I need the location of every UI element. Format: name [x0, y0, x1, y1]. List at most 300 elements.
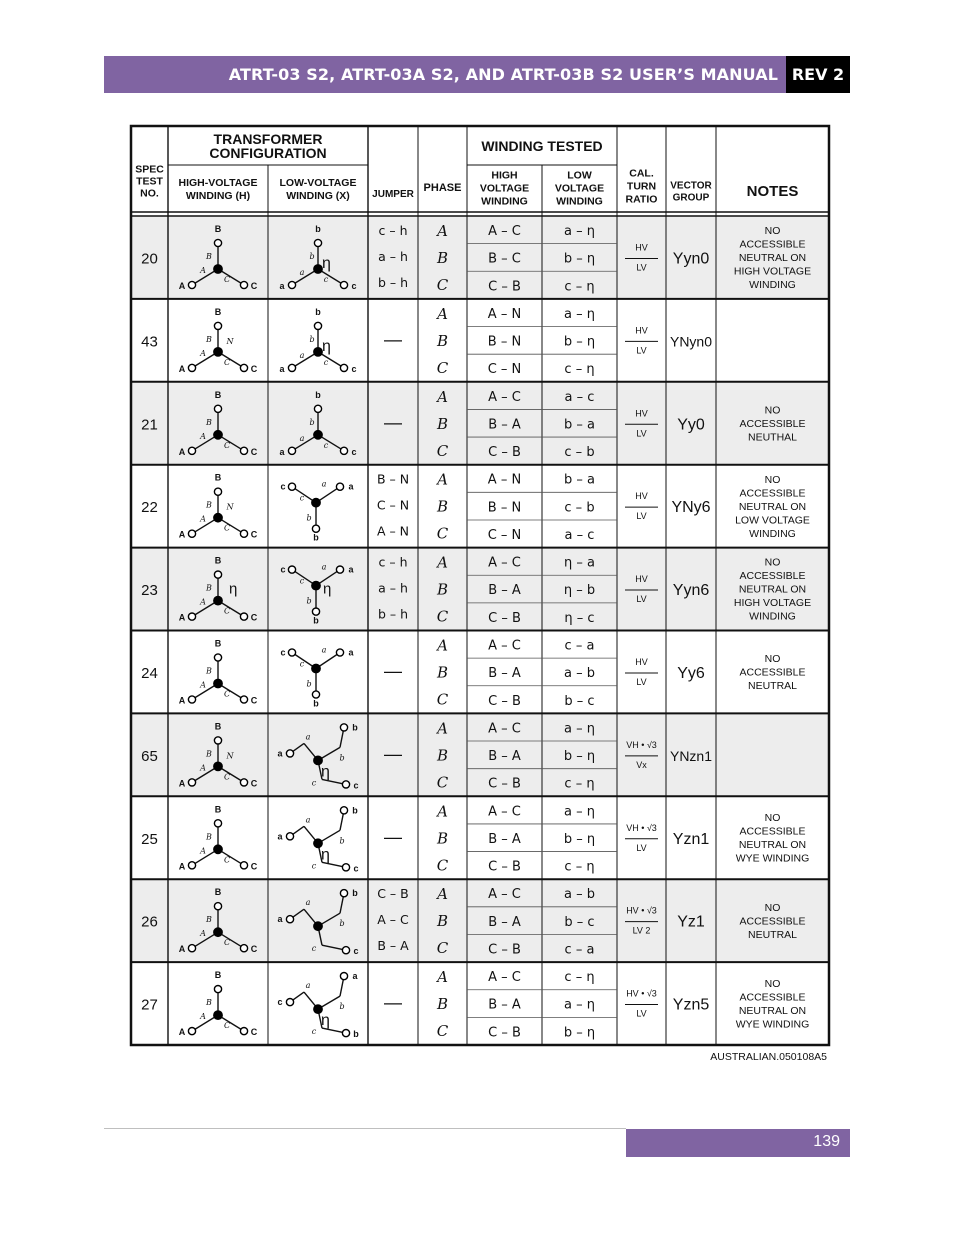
vector-group: Yyn6 [672, 582, 710, 600]
hv-terminal-b [214, 239, 221, 246]
lv-inner-a: a [321, 645, 327, 655]
hv-terminal-b [214, 488, 221, 495]
lv-inner-b: b [309, 252, 315, 261]
hv-inner-c: C [223, 523, 231, 533]
lv-label-a: a [279, 281, 285, 291]
notes-text: ACCESSIBLE [739, 666, 806, 679]
lv-winding-tested: a – η [564, 804, 595, 820]
hv-label-c: C [250, 446, 258, 457]
notes-text: ACCESSIBLE [739, 417, 806, 430]
hv-inner-a: A [200, 266, 206, 275]
lv-winding-tested: c – a [564, 638, 595, 654]
ratio-denominator: LV [636, 428, 647, 439]
lv-terminal-c [340, 281, 347, 288]
hv-label-c: C [250, 281, 258, 291]
hv-winding-tested: C – B [488, 859, 521, 875]
hv-inner-a: A [200, 514, 206, 524]
lv-label-a: a [348, 481, 354, 492]
lv-inner-a: a [305, 898, 311, 908]
ratio-denominator: LV [636, 511, 647, 522]
hv-terminal-a [188, 364, 195, 371]
spec-test-no: 25 [141, 830, 158, 848]
header-spec: SPEC [135, 163, 164, 176]
hv-label-b: B [214, 721, 222, 732]
phase-label: A [437, 719, 448, 738]
ratio-numerator: VH • √3 [626, 739, 657, 750]
hv-winding-tested: B – N [487, 500, 522, 516]
hv-winding-tested: A – C [488, 970, 521, 986]
lv-terminal-c [340, 447, 347, 454]
hv-terminal-b [214, 571, 221, 578]
header-vector-group: GROUP [672, 192, 710, 204]
hv-neutral-label: N [226, 751, 234, 761]
figure-reference: AUSTRALIAN.050108A5 [710, 1051, 827, 1063]
notes-text: NEUTHAL [747, 431, 798, 444]
phase-label: A [437, 222, 448, 240]
hv-winding-tested: C – N [487, 362, 522, 378]
notes-text: NO [764, 556, 781, 569]
jumper-connection: C – N [376, 497, 410, 513]
notes-text: NO [764, 901, 781, 914]
row-shade [131, 382, 829, 465]
jumper-none: — [384, 992, 402, 1013]
jumper-none: — [384, 412, 402, 433]
lv-neutral-eta: η [321, 763, 330, 781]
phase-label: C [436, 939, 449, 958]
lv-terminal [286, 750, 293, 757]
spec-test-no: 27 [141, 996, 158, 1014]
hv-winding-tested: A – C [488, 721, 521, 737]
hv-inner-c: C [223, 606, 231, 616]
lv-terminal [340, 890, 347, 897]
ratio-numerator: HV [635, 656, 648, 667]
hv-label-a: A [178, 861, 186, 872]
lv-neutral-point [314, 265, 322, 273]
header-high-voltage: HIGH [491, 169, 518, 182]
lv-terminal [342, 947, 349, 954]
hv-neutral-point [214, 348, 222, 356]
hv-neutral-label: N [226, 502, 234, 512]
hv-terminal-c [240, 779, 247, 786]
hv-winding-tested: A – C [488, 389, 521, 405]
hv-inner-b: B [206, 500, 212, 510]
hv-label-a: A [178, 363, 186, 374]
lv-inner-c: c [311, 861, 317, 871]
notes-text: ACCESSIBLE [739, 238, 806, 251]
lv-terminal [286, 833, 293, 840]
lv-zigzag-label: a [277, 914, 283, 925]
ratio-denominator: LV [636, 594, 647, 605]
lv-neutral-eta: η [321, 846, 330, 864]
lv-label-c: c [351, 446, 357, 457]
hv-inner-c: C [223, 772, 231, 782]
notes-text: WYE WINDING [735, 852, 810, 865]
lv-terminal [342, 864, 349, 871]
lv-winding-tested: c – a [564, 942, 595, 958]
hv-terminal-c [240, 281, 247, 288]
spec-test-no: 26 [141, 913, 158, 931]
lv-terminal-b [312, 525, 319, 532]
hv-label-a: A [178, 281, 186, 291]
hv-label-c: C [250, 695, 258, 706]
lv-neutral-eta: η [321, 1012, 330, 1030]
hv-inner-a: A [200, 431, 206, 441]
lv-winding-tested: b – c [564, 914, 595, 930]
notes-text: NO [764, 225, 781, 238]
header-high-voltage: WINDING [481, 195, 528, 208]
notes-text: WYE WINDING [735, 1018, 810, 1031]
hv-inner-b: B [206, 252, 212, 261]
hv-label-b: B [214, 224, 222, 234]
phase-label: C [436, 441, 449, 460]
lv-zigzag-label: b [353, 1029, 359, 1040]
row-shade [131, 216, 829, 299]
ratio-numerator: HV [635, 242, 648, 253]
lv-winding-tested: c – η [564, 859, 595, 875]
jumper-connection: a – h [378, 580, 408, 596]
ratio-denominator: LV [636, 842, 647, 853]
lv-neutral-eta: η [322, 337, 331, 355]
hv-inner-a: A [200, 763, 206, 773]
header-low-voltage: VOLTAGE [554, 182, 605, 195]
lv-inner-c: c [323, 440, 329, 450]
hv-winding-tested: B – N [487, 334, 522, 350]
lv-winding-tested: c – b [564, 445, 595, 461]
header-turn-ratio: CAL. [629, 167, 654, 180]
hv-label-c: C [250, 944, 258, 955]
jumper-none: — [384, 329, 402, 350]
hv-neutral-point [214, 845, 222, 853]
lv-terminal [342, 781, 349, 788]
lv-winding-tested: b – η [563, 749, 596, 765]
hv-winding-tested: A – C [488, 887, 521, 903]
lv-inner-c: c [299, 493, 305, 503]
lv-terminal-a [288, 364, 295, 371]
footer-rule [104, 1128, 626, 1129]
lv-winding-tested: a – c [564, 527, 595, 543]
lv-winding-tested: η – c [564, 610, 595, 626]
hv-terminal-b [214, 903, 221, 910]
spec-test-no: 20 [141, 250, 158, 268]
lv-zigzag-label: b [352, 722, 358, 733]
jumper-connection: a – h [378, 249, 408, 264]
hv-winding-tested: B – A [488, 831, 521, 847]
hv-inner-a: A [200, 1012, 206, 1022]
hv-inner-c: C [223, 689, 231, 699]
hv-label-c: C [250, 1027, 258, 1038]
lv-winding-tested: η – a [564, 555, 595, 571]
hv-inner-a: A [200, 597, 206, 607]
lv-inner-b: b [309, 417, 315, 427]
hv-terminal-b [214, 322, 221, 329]
lv-zigzag-label: c [277, 997, 283, 1008]
row-shade [131, 879, 829, 962]
hv-terminal-a [188, 530, 195, 537]
notes-text: NEUTRAL ON [738, 252, 807, 265]
lv-zigzag-label: b [352, 888, 358, 899]
hv-winding-tested: B – A [488, 914, 521, 930]
notes-text: NO [764, 473, 781, 486]
lv-label-a: a [279, 363, 285, 374]
hv-inner-b: B [206, 915, 212, 925]
lv-winding-tested: a – b [564, 666, 595, 682]
lv-label-b: b [315, 389, 321, 400]
phase-label: C [436, 607, 449, 626]
hv-terminal-c [240, 945, 247, 952]
lv-terminal-c [340, 364, 347, 371]
hv-winding-tested: B – A [488, 997, 521, 1013]
vector-group: Yy6 [677, 664, 705, 682]
hv-neutral-point [214, 928, 222, 936]
phase-label: B [436, 414, 449, 433]
lv-winding-tested: b – a [564, 417, 595, 433]
lv-label-b: b [313, 698, 319, 709]
header-lv-winding: LOW-VOLTAGE [279, 177, 357, 190]
vector-group: YNyn0 [669, 333, 713, 350]
lv-inner-a: a [305, 815, 311, 825]
hv-winding-tested: A – C [488, 804, 521, 820]
lv-terminal-a [336, 566, 343, 573]
lv-label-b: b [313, 532, 319, 543]
lv-inner-a: a [305, 981, 311, 991]
lv-neutral-eta: η [322, 255, 331, 272]
lv-inner-a: a [299, 350, 305, 360]
ratio-numerator: HV [635, 325, 648, 336]
hv-terminal-c [240, 447, 247, 454]
hv-label-a: A [178, 944, 186, 955]
lv-neutral-point [312, 581, 320, 589]
notes-text: NEUTRAL ON [738, 500, 807, 513]
hv-label-b: B [214, 970, 222, 981]
jumper-connection: B – A [377, 938, 409, 954]
lv-terminal [342, 1030, 349, 1037]
jumper-connection: B – N [376, 471, 410, 487]
phase-label: A [437, 304, 448, 323]
lv-label-c: c [280, 564, 286, 575]
hv-label-c: C [250, 612, 258, 623]
ratio-numerator: HV [635, 408, 648, 419]
hv-label-b: B [214, 306, 222, 317]
lv-neutral-point [312, 499, 320, 507]
hv-winding-tested: C – B [488, 942, 521, 958]
hv-terminal-a [188, 1028, 195, 1035]
lv-terminal-c [288, 649, 295, 656]
hv-inner-a: A [200, 846, 206, 856]
hv-winding-tested: C – B [488, 610, 521, 626]
lv-winding-tested: c – η [564, 776, 595, 792]
ratio-denominator: LV [636, 262, 647, 273]
lv-terminal-a [336, 649, 343, 656]
lv-neutral-point [314, 431, 322, 439]
lv-terminal [340, 807, 347, 814]
hv-terminal-c [240, 613, 247, 620]
phase-label: B [436, 663, 449, 682]
lv-label-a: a [279, 446, 285, 457]
hv-winding-tested: A – N [487, 472, 522, 488]
lv-inner-c: c [311, 944, 317, 954]
lv-inner-b: b [339, 1002, 345, 1012]
lv-winding-tested: a – b [564, 887, 595, 903]
lv-terminal [340, 724, 347, 731]
hv-inner-b: B [206, 334, 212, 344]
notes-text: WINDING [749, 279, 796, 292]
lv-inner-b: b [306, 679, 312, 689]
jumper-none: — [384, 743, 402, 764]
notes-text: ACCESSIBLE [739, 825, 806, 838]
hv-neutral-point [214, 762, 222, 770]
hv-neutral-point [214, 679, 222, 687]
lv-inner-b: b [309, 334, 315, 344]
vector-group: Yz1 [677, 913, 705, 931]
spec-test-no: 22 [141, 499, 158, 517]
hv-label-c: C [250, 778, 258, 789]
hv-terminal-a [188, 447, 195, 454]
hv-label-c: C [250, 861, 258, 872]
hv-winding-tested: A – C [488, 555, 521, 571]
header-vector-group: VECTOR [670, 180, 712, 192]
lv-winding-tested: c – η [564, 279, 595, 295]
header-configuration: CONFIGURATION [209, 144, 327, 161]
header-configuration: TRANSFORMER [213, 130, 323, 147]
ratio-numerator: HV [635, 574, 648, 585]
hv-inner-c: C [223, 1021, 231, 1031]
notes-text: WINDING [749, 610, 796, 623]
hv-label-a: A [178, 1027, 186, 1038]
lv-winding-tested: a – η [564, 306, 595, 322]
phase-label: B [436, 331, 449, 350]
phase-label: C [436, 524, 449, 543]
hv-terminal-a [188, 862, 195, 869]
jumper-none: — [384, 660, 402, 681]
hv-terminal-c [240, 364, 247, 371]
lv-inner-c: c [299, 576, 305, 586]
hv-inner-c: C [223, 938, 231, 948]
jumper-connection: b – h [377, 606, 409, 622]
phase-label: A [437, 470, 448, 489]
notes-text: NO [764, 977, 781, 990]
lv-label-b: b [315, 224, 321, 234]
notes-text: NEUTRAL ON [738, 583, 807, 596]
hv-terminal-b [214, 820, 221, 827]
lv-label-c: c [351, 281, 357, 291]
vector-group: Yzn5 [672, 996, 710, 1014]
hv-inner-b: B [206, 666, 212, 676]
hv-label-a: A [178, 778, 186, 789]
lv-winding-tested: a – c [564, 389, 595, 405]
hv-neutral-point [214, 514, 222, 522]
lv-winding-tested: a – η [564, 224, 595, 239]
hv-winding-tested: A – N [487, 306, 522, 322]
lv-inner-a: a [305, 732, 311, 742]
jumper-connection: A – C [377, 912, 409, 928]
ratio-denominator: LV [636, 345, 647, 356]
hv-inner-b: B [206, 998, 212, 1008]
header-low-voltage: WINDING [556, 195, 603, 208]
hv-winding-tested: C – B [488, 776, 521, 792]
vector-group: Yzn1 [672, 830, 710, 848]
phase-label: C [436, 276, 449, 294]
hv-terminal-a [188, 945, 195, 952]
lv-terminal [286, 999, 293, 1006]
hv-label-c: C [250, 529, 258, 540]
hv-winding-tested: A – C [488, 224, 521, 239]
spec-test-no: 43 [141, 333, 158, 351]
lv-inner-c: c [311, 1027, 317, 1037]
hv-inner-a: A [200, 680, 206, 690]
header-high-voltage: VOLTAGE [479, 182, 530, 195]
hv-terminal-b [214, 405, 221, 412]
hv-label-b: B [214, 389, 222, 400]
vector-group: Yyn0 [672, 250, 710, 268]
lv-winding-tested: c – η [564, 362, 595, 378]
lv-terminal [286, 916, 293, 923]
hv-winding-tested: B – A [488, 583, 521, 599]
lv-terminal-c [288, 483, 295, 490]
lv-zigzag-label: a [277, 831, 283, 842]
jumper-connection: C – B [377, 886, 409, 902]
jumper-connection: c – h [378, 554, 408, 570]
notes-text: NO [764, 653, 781, 666]
lv-inner-a: a [299, 268, 305, 277]
hv-winding-tested: B – A [488, 417, 521, 433]
phase-label: A [437, 553, 448, 572]
hv-label-a: A [178, 612, 186, 623]
lv-terminal-b [312, 691, 319, 698]
hv-terminal-c [240, 1028, 247, 1035]
phase-label: C [436, 773, 449, 792]
lv-inner-a: a [321, 562, 327, 572]
hv-terminal-c [240, 862, 247, 869]
lv-winding-tested: a – η [564, 997, 595, 1013]
lv-inner-c: c [323, 275, 329, 284]
hv-winding-tested: B – C [488, 251, 521, 267]
lv-winding-tested: b – η [563, 831, 596, 847]
lv-zigzag-label: b [352, 805, 358, 816]
phase-label: B [436, 580, 449, 599]
lv-winding-tested: η – b [563, 583, 596, 599]
lv-inner-c: c [299, 659, 305, 669]
notes-text: NEUTRAL ON [738, 1004, 807, 1017]
notes-text: ACCESSIBLE [739, 991, 806, 1004]
jumper-connection: c – h [378, 223, 408, 238]
notes-text: NEUTRAL ON [738, 839, 807, 852]
header-hv-winding: WINDING (H) [185, 190, 251, 203]
lv-winding-tested: b – a [564, 472, 595, 488]
jumper-none: — [384, 826, 402, 847]
hv-neutral-point [214, 596, 222, 604]
lv-inner-a: a [321, 479, 327, 489]
hv-neutral-point [214, 265, 222, 273]
lv-inner-b: b [306, 513, 312, 523]
ratio-denominator: LV 2 [632, 925, 651, 936]
notes-text: NO [764, 404, 781, 417]
lv-terminal-c [288, 566, 295, 573]
notes-text: NEUTRAL [747, 928, 798, 941]
hv-winding-tested: C – B [488, 1025, 521, 1041]
header-notes: NOTES [746, 183, 799, 200]
spec-test-no: 65 [141, 747, 158, 765]
lv-zigzag-label: a [352, 971, 358, 982]
phase-label: B [436, 746, 449, 765]
phase-label: B [436, 912, 449, 931]
spec-test-no: 24 [141, 664, 158, 682]
phase-label: C [436, 856, 449, 875]
hv-winding-tested: C – B [488, 279, 521, 295]
phase-label: A [437, 968, 448, 987]
hv-neutral-point [214, 1011, 222, 1019]
header-jumper: JUMPER [372, 189, 414, 200]
lv-terminal-a [336, 483, 343, 490]
